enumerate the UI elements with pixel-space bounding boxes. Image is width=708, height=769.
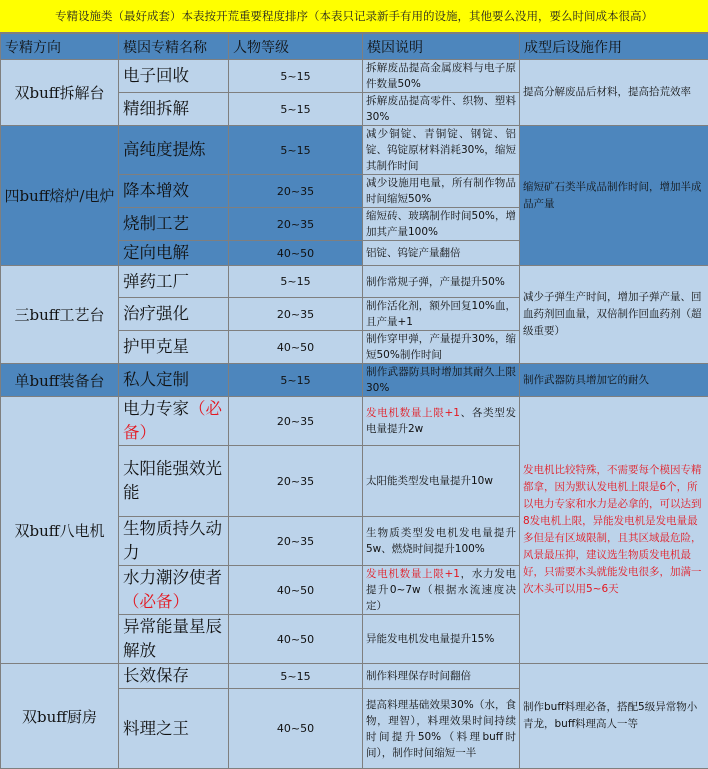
gene-name-text: 水力潮汐使者 bbox=[123, 568, 222, 587]
desc-cell: 异能发电机发电量提升15% bbox=[363, 615, 520, 664]
gene-name: 料理之王 bbox=[119, 689, 229, 769]
desc-cell bbox=[363, 397, 520, 446]
desc-cell: 铝锭、钨锭产量翻倍 bbox=[363, 241, 520, 266]
desc-cell: 制作武器防具时增加其耐久上限30% bbox=[363, 364, 520, 397]
facility-table bbox=[0, 33, 708, 769]
category-cell: 双buff八电机 bbox=[1, 397, 119, 664]
level-cell: 20~35 bbox=[229, 208, 363, 241]
header-direction: 专精方向 bbox=[1, 34, 119, 60]
level-cell: 40~50 bbox=[229, 241, 363, 266]
desc-highlight: 发电机数量上限+1 bbox=[366, 407, 460, 419]
gene-name: 生物质持久动力 bbox=[119, 517, 229, 566]
desc-cell: 制作穿甲弹，产量提升30%，缩短50%制作时间 bbox=[363, 331, 520, 364]
gene-name: 异常能量星辰解放 bbox=[119, 615, 229, 664]
effect-cell: 发电机比较特殊，不需要每个模因专精都拿，因为默认发电机上限是6个，所以电力专家和水力是必拿的，可以达到8发电机上限，异能发电机是发电量最多但是有区域限制，且其区域最危险，风景最压抑，建议选生物质发电机最好，只需要木头就能发电很多，加满一次木头可以用5~6天 bbox=[520, 397, 708, 664]
level-cell: 40~50 bbox=[229, 331, 363, 364]
level-cell: 5~15 bbox=[229, 60, 363, 93]
desc-text: ，水力发电提升0~7w（根据水流速度决定） bbox=[366, 568, 516, 612]
desc-cell: 提高料理基础效果30%（水，食物，理智），料理效果时间持续时间提升50%（料理buff时间），制作时间缩短一半 bbox=[363, 689, 520, 769]
level-cell: 20~35 bbox=[229, 517, 363, 566]
gene-name: 定向电解 bbox=[119, 241, 229, 266]
desc-cell: 太阳能类型发电量提升10w bbox=[363, 446, 520, 517]
gene-name: 降本增效 bbox=[119, 175, 229, 208]
effect-cell: 制作buff料理必备，搭配5级异常物小青龙，buff料理高人一等 bbox=[520, 664, 708, 769]
level-cell: 40~50 bbox=[229, 566, 363, 615]
table-row bbox=[1, 364, 708, 397]
table-row bbox=[1, 266, 708, 298]
level-cell: 5~15 bbox=[229, 93, 363, 126]
desc-cell: 减少铜锭、青铜锭、钢锭、铝锭、钨锭原材料消耗30%，缩短其制作时间 bbox=[363, 126, 520, 175]
required-note: （必备） bbox=[123, 592, 189, 611]
gene-name: 烧制工艺 bbox=[119, 208, 229, 241]
category-cell: 四buff熔炉/电炉 bbox=[1, 126, 119, 266]
header-desc: 模因说明 bbox=[363, 34, 520, 60]
gene-name bbox=[119, 566, 229, 615]
category-cell: 双buff厨房 bbox=[1, 664, 119, 769]
gene-name: 弹药工厂 bbox=[119, 266, 229, 298]
effect-cell: 提高分解废品后材料，提高拾荒效率 bbox=[520, 60, 708, 126]
level-cell: 5~15 bbox=[229, 266, 363, 298]
category-cell: 双buff拆解台 bbox=[1, 60, 119, 126]
table-row bbox=[1, 60, 708, 93]
desc-highlight: 发电机数量上限+1 bbox=[366, 568, 460, 580]
level-cell: 5~15 bbox=[229, 126, 363, 175]
level-cell: 40~50 bbox=[229, 615, 363, 664]
header-row bbox=[1, 34, 708, 60]
level-cell: 5~15 bbox=[229, 364, 363, 397]
header-effect: 成型后设施作用 bbox=[520, 34, 708, 60]
desc-cell: 缩短砖、玻璃制作时间50%，增加其产量100% bbox=[363, 208, 520, 241]
gene-name: 精细拆解 bbox=[119, 93, 229, 126]
desc-cell: 拆解废品提高金属废料与电子原件数量50% bbox=[363, 60, 520, 93]
desc-cell: 制作常规子弹，产量提升50% bbox=[363, 266, 520, 298]
table-row bbox=[1, 397, 708, 446]
desc-cell: 拆解废品提高零件、织物、塑料30% bbox=[363, 93, 520, 126]
level-cell: 20~35 bbox=[229, 446, 363, 517]
level-cell: 5~15 bbox=[229, 664, 363, 689]
gene-name: 电子回收 bbox=[119, 60, 229, 93]
level-cell: 20~35 bbox=[229, 298, 363, 331]
level-cell: 20~35 bbox=[229, 175, 363, 208]
gene-name: 高纯度提炼 bbox=[119, 126, 229, 175]
gene-name: 治疗强化 bbox=[119, 298, 229, 331]
banner-title: 专精设施类（最好成套）本表按开荒重要程度排序（本表只记录新手有用的设施，其他要么没用，要么时间成本很高） bbox=[0, 0, 708, 33]
desc-cell: 生物质类型发电机发电量提升5w、燃烧时间提升100% bbox=[363, 517, 520, 566]
gene-name: 长效保存 bbox=[119, 664, 229, 689]
level-cell: 20~35 bbox=[229, 397, 363, 446]
effect-cell: 制作武器防具增加它的耐久 bbox=[520, 364, 708, 397]
header-gene: 模因专精名称 bbox=[119, 34, 229, 60]
required-note: （必备） bbox=[123, 399, 222, 442]
table-row bbox=[1, 664, 708, 689]
gene-name: 私人定制 bbox=[119, 364, 229, 397]
gene-name: 太阳能强效光能 bbox=[119, 446, 229, 517]
effect-cell: 减少子弹生产时间，增加子弹产量、回血药剂回血量，双倍制作回血药剂（超级重要） bbox=[520, 266, 708, 364]
effect-cell: 缩短矿石类半成品制作时间，增加半成品产量 bbox=[520, 126, 708, 266]
category-cell: 单buff装备台 bbox=[1, 364, 119, 397]
gene-name bbox=[119, 397, 229, 446]
desc-cell: 制作料理保存时间翻倍 bbox=[363, 664, 520, 689]
gene-name-text: 电力专家 bbox=[123, 399, 189, 418]
header-level: 人物等级 bbox=[229, 34, 363, 60]
gene-name: 护甲克星 bbox=[119, 331, 229, 364]
desc-text: 、各类型发电量提升2w bbox=[366, 407, 516, 435]
desc-cell: 减少设施用电量，所有制作物品时间缩短50% bbox=[363, 175, 520, 208]
table-row bbox=[1, 126, 708, 175]
category-cell: 三buff工艺台 bbox=[1, 266, 119, 364]
desc-cell bbox=[363, 566, 520, 615]
desc-cell: 制作活化剂，额外回复10%血，且产量+1 bbox=[363, 298, 520, 331]
level-cell: 40~50 bbox=[229, 689, 363, 769]
